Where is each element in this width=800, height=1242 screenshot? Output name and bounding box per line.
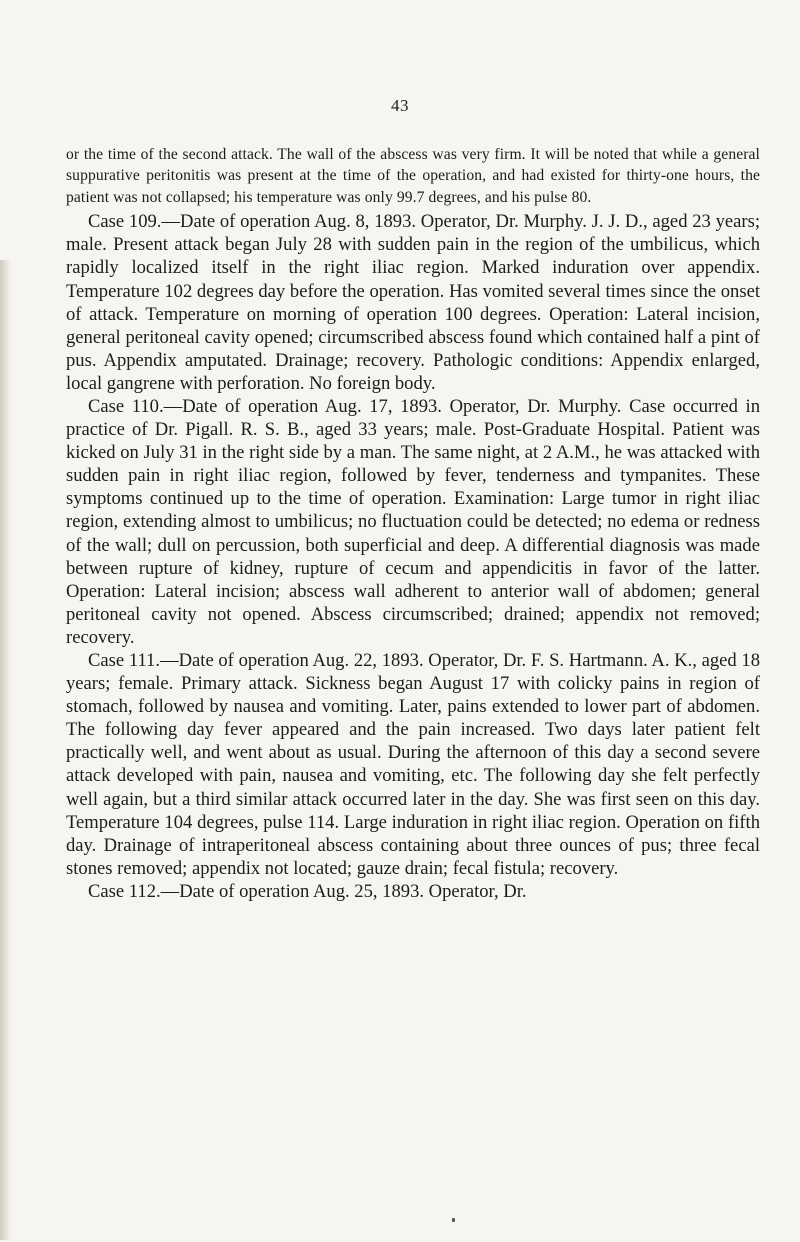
case-109-text: —Date of operation Aug. 8, 1893. Operator, Dr. Murphy. J. J. D., aged 23 years; male. Present attack began July 28 with sudden pain in the region of the umbilicus, which rapidly localized itself in the right iliac region. Marked induration over appendix. Temperature 102 degrees day before the operation. Has vomited several times since the onset of attack. Temperature on morning of operation 100 degrees. Operation: Lateral incision, general peritoneal cavity opened; circumscribed abscess found which contained half a pint of pus. Appendix amputated. Drainage; recovery. Pathologic conditions: Appendix enlarged, local gangrene with perforation. No foreign body. (66, 211, 760, 394)
page-binding-shadow (0, 260, 12, 1240)
page-number: 43 (391, 96, 409, 115)
case-110-text: —Date of operation Aug. 17, 1893. Operator, Dr. Murphy. Case occurred in practice of Dr. Pigall. R. S. B., aged 33 years; male. Post-Graduate Hospital. Patient was kicked on July 31 in the right side by a man. The same night, at 2 A.M., he was attacked with sudden pain in right iliac region, followed by fever, tenderness and tympanites. These symptoms continued up to the time of operation. Examination: Large tumor in right iliac region, extending almost to umbilicus; no fluctuation could be detected; no edema or redness of the wall; dull on percussion, both superficial and deep. A differential diagnosis was made between rupture of kidney, rupture of cecum and appendicitis in favor of the latter. Operation: Lateral incision; abscess wall adherent to anterior wall of abdomen; general peritoneal cavity not opened. Abscess circumscribed; drained; appendix not removed; recovery. (66, 395, 760, 648)
case-112-label: Case 112. (88, 880, 161, 902)
case-111-label: Case 111. (88, 650, 160, 671)
case-111-text: —Date of operation Aug. 22, 1893. Operator, Dr. F. S. Hartmann. A. K., aged 18 years; female. Primary attack. Sickness began August 17 with colicky pains in region of stomach, followed by nausea and vomiting. Later, pains extended to lower part of abdomen. The following day fever appeared and the pain increased. Two days later patient felt practically well, and went about as usual. During the afternoon of this day a second severe attack developed with pain, nausea and vomiting, etc. The following day she felt perfectly well again, but a third similar attack occurred later in the day. She was first seen on this day. Temperature 104 degrees, pulse 114. Large induration in right iliac region. Operation on fifth day. Drainage of intraperitoneal abscess containing about three ounces of pus; three fecal stones removed; appendix not located; gauze drain; fecal fistula; recovery. (66, 650, 761, 879)
case-112-paragraph (66, 880, 760, 903)
case-109-label: Case 109. (88, 211, 162, 233)
case-109-paragraph (66, 210, 760, 395)
continuation-paragraph: or the time of the second attack. The wall of the abscess was very firm. It will be noted that while a general suppurative peritonitis was present at the time of the operation, and had existed for thirty-one hours, the patient was not collapsed; his temperature was only 99.7 degrees, and his pulse 80. (66, 146, 760, 206)
case-110-paragraph (66, 395, 760, 649)
print-speck (452, 1218, 455, 1222)
page-body (66, 144, 760, 903)
case-111-paragraph (66, 649, 760, 880)
case-112-text: —Date of operation Aug. 25, 1893. Operator, Dr. (160, 880, 527, 902)
case-110-label: Case 110. (88, 395, 164, 417)
